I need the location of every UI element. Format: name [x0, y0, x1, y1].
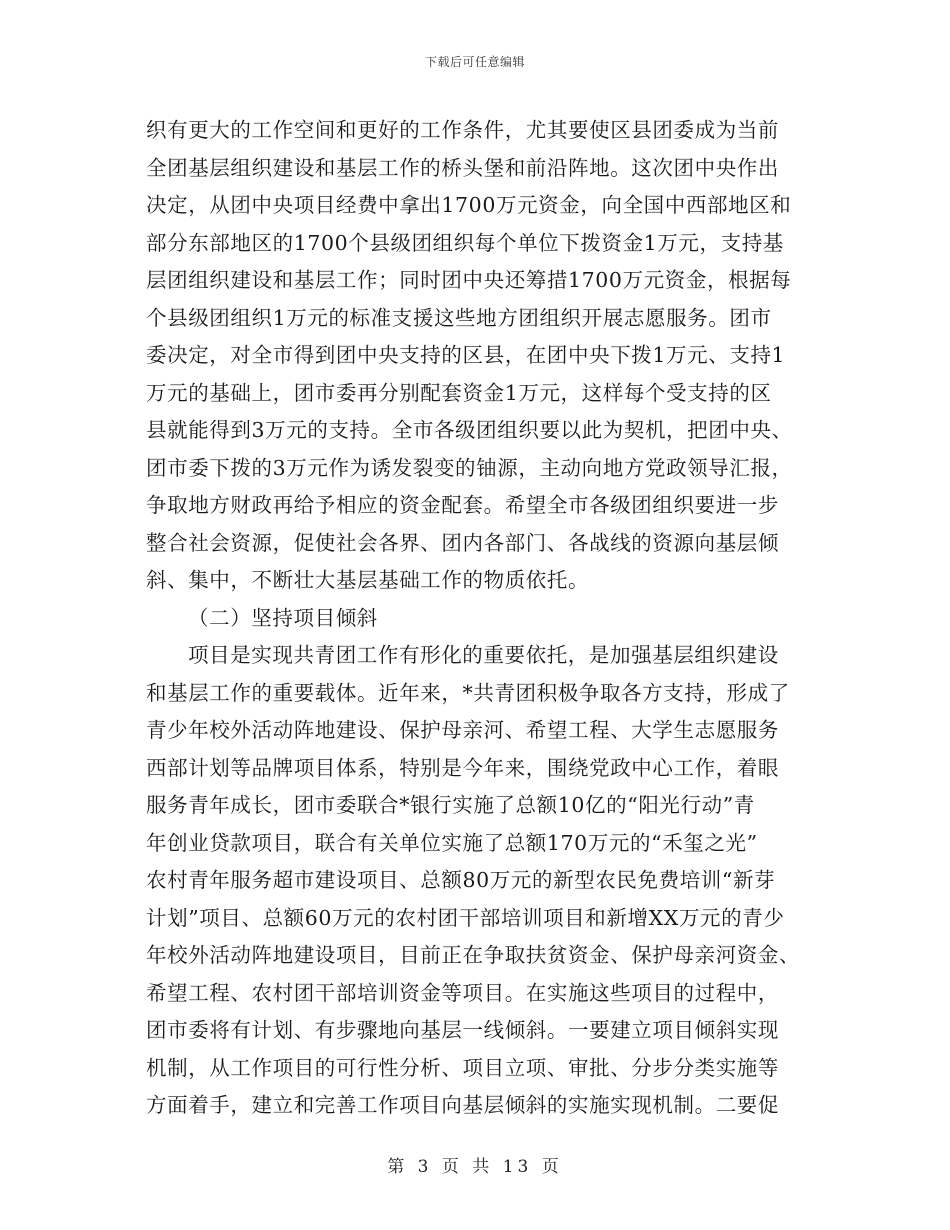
text-line: 委决定，对全市得到团中央支持的区县，在团中央下拨1万元、支持1 — [146, 343, 786, 367]
text-line: 机制，从工作项目的可行性分析、项目立项、审批、分步分类实施等 — [146, 1055, 779, 1080]
text-line: 年创业贷款项目，联合有关单位实施了总额170万元的“禾玺之光” — [146, 830, 758, 855]
text-line: 个县级团组织1万元的标准支援这些地方团组织开展志愿服务。团市 — [146, 305, 772, 330]
text-line: 县就能得到3万元的支持。全市各级团组织要以此为契机，把团中央、 — [146, 418, 793, 442]
document-body — [146, 112, 818, 1125]
text-line: 团市委下拨的3万元作为诱发裂变的铀源，主动向地方党政领导汇报， — [146, 455, 793, 480]
text-line: 决定，从团中央项目经费中拿出1700万元资金，向全国中西部地区和 — [146, 193, 792, 217]
section-heading: （二）坚持项目倾斜 — [188, 605, 378, 630]
text-line: 争取地方财政再给予相应的资金配套。希望全市各级团组织要进一步 — [146, 493, 779, 517]
text-line: 斜、集中，不断壮大基层基础工作的物质依托。 — [146, 568, 590, 592]
text-line: 部分东部地区的1700个县级团组织每个单位下拨资金1万元，支持基 — [146, 230, 784, 255]
text-line: 全团基层组织建设和基层工作的桥头堡和前沿阵地。这次团中央作出 — [146, 155, 779, 180]
text-line: 整合社会资源，促使社会各界、团内各部门、各战线的资源向基层倾 — [146, 530, 779, 555]
text-line: 万元的基础上，团市委再分别配套资金1万元，这样每个受支持的区 — [146, 380, 772, 405]
page-number: 第 3 页 共 13 页 — [387, 1157, 563, 1177]
text-line: 团市委将有计划、有步骤地向基层一线倾斜。一要建立项目倾斜实现 — [146, 1018, 779, 1042]
text-line: 计划”项目、总额60万元的农村团干部培训项目和新增XX万元的青少 — [146, 905, 785, 930]
text-line: 层团组织建设和基层工作；同时团中央还筹措1700万元资金，根据每 — [146, 268, 792, 292]
paragraph-first-line: 项目是实现共青团工作有形化的重要依托，是加强基层组织建设 — [188, 643, 779, 667]
page-header-note: 下载后可任意编辑 — [424, 55, 525, 69]
text-line: 织有更大的工作空间和更好的工作条件，尤其要使区县团委成为当前 — [146, 118, 779, 142]
text-line: 农村青年服务超市建设项目、总额80万元的新型农民免费培训“新芽 — [146, 868, 776, 892]
text-line: 年校外活动阵地建设项目，目前正在争取扶贫资金、保护母亲河资金、 — [146, 943, 801, 967]
text-line: 服务青年成长，团市委联合*银行实施了总额10亿的“阳光行动”青 — [146, 793, 755, 817]
text-line: 方面着手，建立和完善工作项目向基层倾斜的实施实现机制。二要促 — [146, 1093, 779, 1117]
text-line: 和基层工作的重要载体。近年来，*共青团积极争取各方支持，形成了 — [146, 680, 790, 705]
text-line: 希望工程、农村团干部培训资金等项目。在实施这些项目的过程中， — [146, 980, 779, 1005]
text-line: 青少年校外活动阵地建设、保护母亲河、希望工程、大学生志愿服务 — [146, 718, 779, 742]
text-line: 西部计划等品牌项目体系，特别是今年来，围绕党政中心工作，着眼 — [146, 755, 779, 780]
